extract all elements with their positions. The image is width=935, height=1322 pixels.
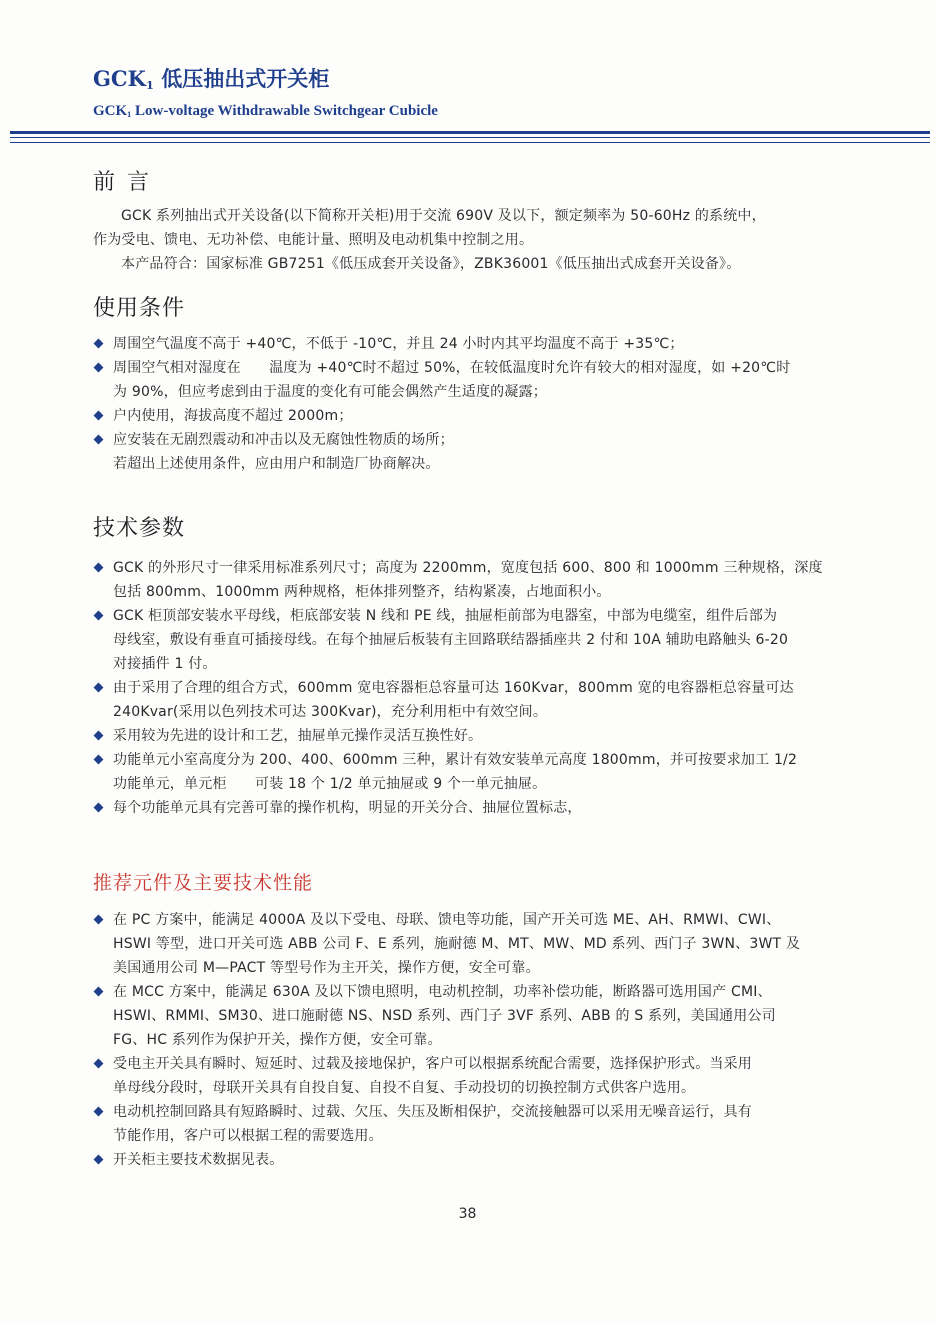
diamond-bullet-icon — [94, 411, 104, 421]
bullet-list — [93, 556, 893, 820]
section-heading: 前言 — [93, 170, 162, 195]
bullet-line: 户内使用，海拔高度不超过 2000m； — [113, 408, 353, 424]
diamond-bullet-icon — [94, 731, 104, 741]
bullet-line: 在 PC 方案中，能满足 4000A 及以下受电、母联、馈电等功能，国产开关可选 ME、AH、RMWI、CWI、 — [113, 912, 781, 928]
title-en-model: GCK — [93, 102, 128, 119]
section-heading: 使用条件 — [93, 296, 186, 321]
bullet-line: 功能单元，单元柜 可装 18 个 1/2 单元抽屉或 9 个一单元抽屉。 — [113, 776, 547, 792]
bullet-line: 开关柜主要技术数据见表。 — [113, 1152, 284, 1168]
bullet-item — [93, 356, 893, 404]
diamond-bullet-icon — [94, 435, 104, 445]
bullet-item — [93, 556, 893, 604]
bullet-item — [93, 724, 893, 748]
diamond-bullet-icon — [94, 683, 104, 693]
bullet-item — [93, 980, 893, 1052]
diamond-bullet-icon — [94, 1059, 104, 1069]
bullet-item — [93, 796, 893, 820]
bullet-item — [93, 404, 893, 428]
note: 若超出上述使用条件，应由用户和制造厂协商解决。 — [113, 456, 440, 472]
diamond-bullet-icon — [94, 339, 104, 349]
section-conditions — [93, 294, 893, 476]
diamond-bullet-icon — [94, 915, 104, 925]
bullet-line: GCK 柜顶部安装水平母线，柜底部安装 N 线和 PE 线，抽屉柜前部为电器室，中部为电缆室，组件后部为 — [113, 608, 778, 624]
diamond-bullet-icon — [94, 1155, 104, 1165]
diamond-bullet-icon — [94, 803, 104, 813]
bullet-line: 电动机控制回路具有短路瞬时、过载、欠压、失压及断相保护，交流接触器可以采用无噪音运行，具有 — [113, 1104, 752, 1120]
section-components — [93, 868, 893, 1172]
bullet-line: 功能单元小室高度分为 200、400、600mm 三种，累计有效安装单元高度 1800mm，并可按要求加工 1/2 — [113, 752, 798, 768]
bullet-list — [93, 908, 893, 1172]
paragraph: GCK 系列抽出式开关设备(以下简称开关柜)用于交流 690V 及以下，额定频率为 50-60Hz 的系统中， — [121, 208, 766, 224]
diamond-bullet-icon — [94, 755, 104, 765]
bullet-line: HSWI 等型，进口开关可选 ABB 公司 F、E 系列，施耐德 M、MT、MW、MD 系列、西门子 3WN、3WT 及 — [113, 936, 801, 952]
document-header — [93, 66, 438, 125]
bullet-item — [93, 1100, 893, 1148]
bullet-line: 包括 800mm、1000mm 两种规格，柜体排列整齐，结构紧凑，占地面积小。 — [113, 584, 611, 600]
section-preface — [93, 168, 893, 276]
section-heading: 推荐元件及主要技术性能 — [93, 872, 314, 894]
title-english — [93, 101, 438, 125]
title-chinese — [93, 66, 438, 98]
bullet-list — [93, 332, 893, 452]
title-cn-subscript: 1 — [145, 77, 154, 92]
bullet-item — [93, 604, 893, 676]
bullet-item — [93, 748, 893, 796]
paragraph-continuation: 作为受电、馈电、无功补偿、电能计量、照明及电动机集中控制之用。 — [93, 232, 534, 248]
bullet-line: 节能作用，客户可以根据工程的需要选用。 — [113, 1128, 383, 1144]
bullet-line: 母线室，敷设有垂直可插接母线。在每个抽屉后板装有主回路联结器插座共 2 付和 10A 辅助电路触头 6-20 — [113, 632, 789, 648]
bullet-item — [93, 1052, 893, 1100]
section-heading: 技术参数 — [93, 516, 186, 541]
header-rule-thin — [10, 137, 930, 138]
diamond-bullet-icon — [94, 611, 104, 621]
title-en-subscript: 1 — [127, 109, 132, 119]
diamond-bullet-icon — [94, 363, 104, 373]
title-cn-text: 低压抽出式开关柜 — [153, 66, 330, 91]
bullet-line: 应安装在无剧烈震动和冲击以及无腐蚀性物质的场所； — [113, 432, 454, 448]
diamond-bullet-icon — [94, 563, 104, 573]
bullet-line: 受电主开关具有瞬时、短延时、过载及接地保护，客户可以根据系统配合需要，选择保护形式。当采用 — [113, 1056, 752, 1072]
bullet-line: 在 MCC 方案中，能满足 630A 及以下馈电照明，电动机控制，功率补偿功能，断路器可选用国产 CMI、 — [113, 984, 772, 1000]
bullet-item — [93, 428, 893, 452]
bullet-line: 美国通用公司 M—PACT 等型号作为主开关，操作方便，安全可靠。 — [113, 960, 540, 976]
bullet-line: GCK 的外形尺寸一律采用标准系列尺寸；高度为 2200mm，宽度包括 600、800 和 1000mm 三种规格，深度 — [113, 560, 823, 576]
title-en-text: Low-voltage Withdrawable Switchgear Cubicle — [131, 102, 438, 119]
header-rule-thin-2 — [10, 142, 930, 143]
bullet-line: 单母线分段时，母联开关具有自投自复、自投不自复、手动投切的切换控制方式供客户选用。 — [113, 1080, 696, 1096]
bullet-line: 240Kvar(采用以色列技术可达 300Kvar)，充分利用柜中有效空间。 — [113, 704, 548, 720]
bullet-item — [93, 676, 893, 724]
header-rule-thick — [10, 131, 930, 134]
bullet-line: 对接插件 1 付。 — [113, 656, 217, 672]
title-cn-model: GCK — [93, 66, 146, 91]
diamond-bullet-icon — [94, 987, 104, 997]
bullet-item — [93, 332, 893, 356]
bullet-line: 为 90%，但应考虑到由于温度的变化有可能会偶然产生适度的凝露； — [113, 384, 547, 400]
page-number: 38 — [458, 1206, 477, 1222]
section-tech-params — [93, 514, 893, 820]
diamond-bullet-icon — [94, 1107, 104, 1117]
bullet-line: 周围空气相对湿度在 温度为 +40℃时不超过 50%，在较低温度时允许有较大的相对湿度，如 +20℃时 — [113, 360, 791, 376]
bullet-line: FG、HC 系列作为保护开关，操作方便，安全可靠。 — [113, 1032, 442, 1048]
bullet-line: 每个功能单元具有完善可靠的操作机构，明显的开关分合、抽屉位置标志， — [113, 800, 582, 816]
bullet-line: HSWI、RMMI、SM30、进口施耐德 NS、NSD 系列、西门子 3VF 系列、ABB 的 S 系列，美国通用公司 — [113, 1008, 776, 1024]
bullet-item — [93, 1148, 893, 1172]
paragraph: 本产品符合：国家标准 GB7251《低压成套开关设备》，ZBK36001《低压抽出式成套开关设备》。 — [121, 256, 741, 272]
bullet-line: 采用较为先进的设计和工艺，抽屉单元操作灵活互换性好。 — [113, 728, 483, 744]
bullet-item — [93, 908, 893, 980]
bullet-line: 由于采用了合理的组合方式，600mm 宽电容器柜总容量可达 160Kvar，800mm 宽的电容器柜总容量可达 — [113, 680, 794, 696]
bullet-line: 周围空气温度不高于 +40℃，不低于 -10℃，并且 24 小时内其平均温度不高于 +35℃； — [113, 336, 684, 352]
